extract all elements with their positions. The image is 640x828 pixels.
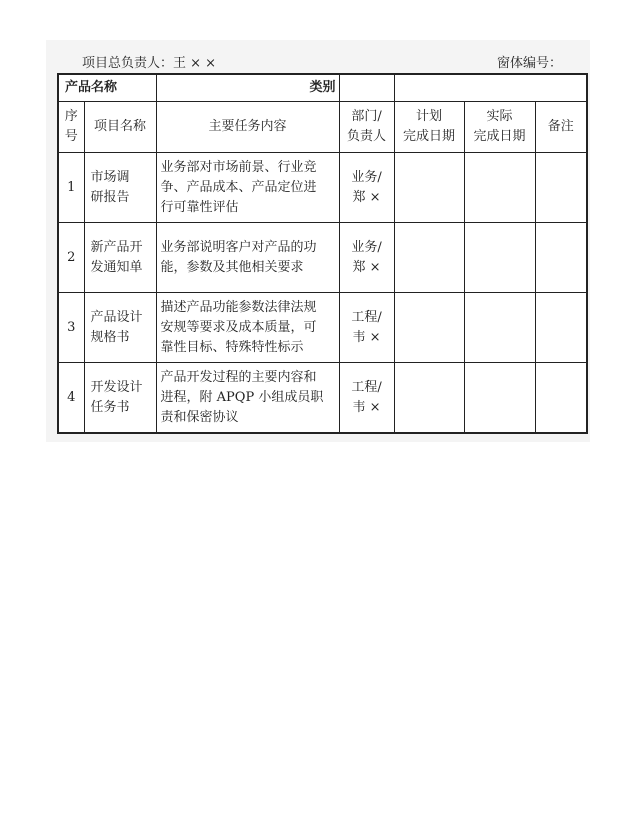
col-task: 主要任务内容 (156, 102, 339, 153)
column-header-row (58, 102, 587, 153)
project-task-table (57, 73, 588, 434)
row-seq: 4 (58, 363, 84, 434)
row-task (156, 363, 339, 434)
row-dept-line: 业务/ (351, 169, 382, 185)
row-dept (339, 153, 394, 223)
row-dept-line: 工程/ (351, 309, 382, 325)
row-task (156, 293, 339, 363)
project-owner-label: 项目总负责人：王 × × (82, 56, 217, 71)
col-dept (339, 102, 394, 153)
row-item-name (84, 223, 156, 293)
col-planned-line2: 完成日期 (403, 129, 456, 144)
col-seq-line2: 号 (64, 129, 78, 144)
row-task-line: 行可靠性评估 (160, 199, 239, 215)
product-info-row (58, 74, 587, 102)
col-remarks: 备注 (535, 102, 587, 153)
row-item-name-line: 产品设计 (90, 309, 143, 325)
row-dept-line: 韦 × (352, 329, 381, 345)
row-dept-line: 韦 × (352, 399, 381, 415)
row-actual-date[interactable] (464, 223, 535, 293)
row-actual-date[interactable] (464, 153, 535, 223)
table-row (58, 153, 587, 223)
col-planned (394, 102, 464, 153)
row-item-name-line: 发通知单 (90, 259, 143, 275)
row-planned-date[interactable] (394, 293, 464, 363)
col-dept-line1: 部门/ (351, 109, 382, 124)
col-dept-line2: 负责人 (347, 129, 387, 144)
row-task-line: 描述产品功能参数法律法规 (160, 299, 317, 315)
row-task-line: 责和保密协议 (160, 409, 239, 425)
row-dept (339, 293, 394, 363)
form-header (82, 52, 562, 70)
row-seq: 2 (58, 223, 84, 293)
row-remarks[interactable] (535, 293, 587, 363)
table-row (58, 363, 587, 434)
row-planned-date[interactable] (394, 153, 464, 223)
row-item-name-line: 新产品开 (90, 239, 143, 255)
row-item-name-line: 开发设计 (90, 379, 143, 395)
row-actual-date[interactable] (464, 363, 535, 434)
row-task (156, 153, 339, 223)
row-item-name-line: 任务书 (90, 399, 130, 415)
row-dept (339, 223, 394, 293)
col-seq (58, 102, 84, 153)
row-dept-line: 工程/ (351, 379, 382, 395)
category-field[interactable] (394, 74, 587, 102)
row-seq: 3 (58, 293, 84, 363)
form-number-label: 窗体编号： (496, 56, 562, 71)
row-planned-date[interactable] (394, 223, 464, 293)
row-remarks[interactable] (535, 223, 587, 293)
row-item-name (84, 363, 156, 434)
product-name-label: 产品名称 (58, 74, 156, 102)
table-row (58, 223, 587, 293)
row-dept-line: 郑 × (352, 189, 381, 205)
col-planned-line1: 计划 (416, 109, 443, 124)
col-seq-line1: 序 (64, 109, 78, 124)
col-actual-line1: 实际 (486, 109, 513, 124)
row-dept (339, 363, 394, 434)
row-planned-date[interactable] (394, 363, 464, 434)
row-item-name (84, 153, 156, 223)
row-task-line: 业务部对市场前景、行业竞 (160, 159, 317, 175)
row-item-name-line: 市场调 (90, 169, 130, 185)
table-row (58, 293, 587, 363)
row-task-line: 安规等要求及成本质量，可 (160, 319, 317, 335)
row-task-line: 争、产品成本、产品定位进 (160, 179, 317, 195)
category-label-text: 类别 (309, 80, 336, 95)
row-dept-line: 业务/ (351, 239, 382, 255)
row-remarks[interactable] (535, 363, 587, 434)
col-actual-line2: 完成日期 (473, 129, 526, 144)
category-label (309, 74, 394, 102)
row-remarks[interactable] (535, 153, 587, 223)
col-actual (464, 102, 535, 153)
row-dept-line: 郑 × (352, 259, 381, 275)
row-item-name-line: 规格书 (90, 329, 130, 345)
row-task-line: 能，参数及其他相关要求 (160, 259, 304, 275)
row-item-name (84, 293, 156, 363)
row-task-line: 进程，附 APQP 小组成员职 (160, 389, 324, 405)
row-seq: 1 (58, 153, 84, 223)
row-actual-date[interactable] (464, 293, 535, 363)
row-task (156, 223, 339, 293)
row-task-line: 产品开发过程的主要内容和 (160, 369, 317, 385)
row-task-line: 业务部说明客户对产品的功 (160, 239, 317, 255)
col-item-name: 项目名称 (84, 102, 156, 153)
row-task-line: 靠性目标、特殊特性标示 (160, 339, 304, 355)
row-item-name-line: 研报告 (90, 189, 130, 205)
